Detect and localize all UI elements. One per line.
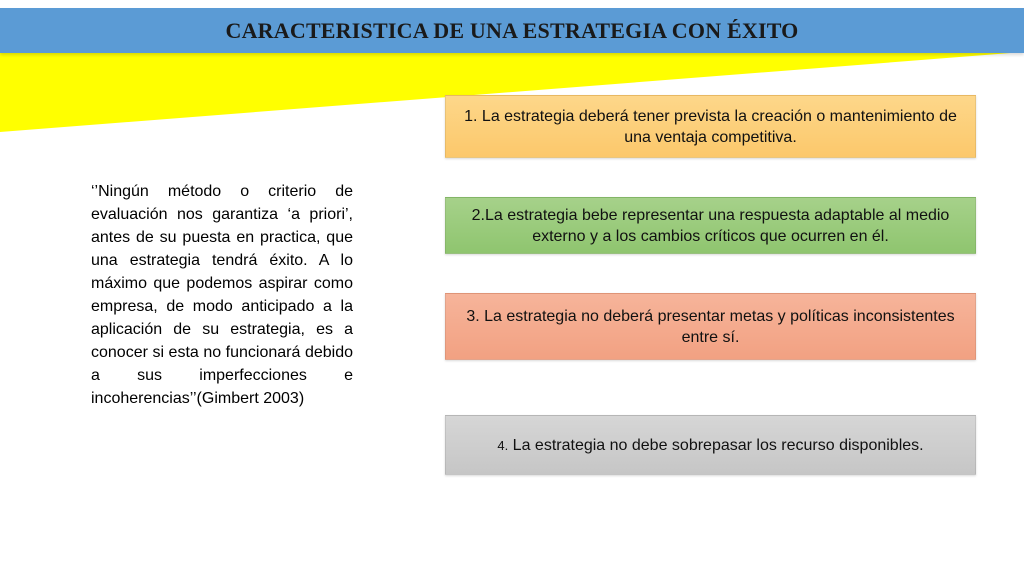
slide-title: CARACTERISTICA DE UNA ESTRATEGIA CON ÉXITO [225,17,799,43]
characteristic-text: 2.La estrategia bebe representar una respuesta adaptable al medio externo y a los cambios críticos que ocurren en él. [471,206,950,245]
characteristic-card-4 [445,415,976,475]
characteristic-text: 1. La estrategia deberá tener prevista la creación o mantenimiento de una ventaja competitiva. [464,107,957,146]
characteristic-card-2 [445,197,976,254]
gimbert-quote: ‘’Ningún método o criterio de evaluación nos garantiza ‘a priori’, antes de su puesta en practica, que una estrategia tendrá éxito. A lo máximo que podemos aspirar como empresa, de modo anticipado a la aplicación de su estrategia, es a conocer si esta no funcionará debido a sus imperfecciones e incoherencias’’(Gimbert 2003) [91,183,353,407]
item-text: La estrategia no debe sobrepasar los recurso disponibles. [508,436,924,454]
characteristic-text: 3. La estrategia no deberá presentar metas y políticas inconsistentes entre sí. [466,307,955,346]
characteristic-card-3 [445,293,976,360]
characteristic-card-1 [445,95,976,158]
item-number: 4. [497,437,509,453]
title-bar [0,8,1024,53]
characteristic-text [497,435,923,456]
